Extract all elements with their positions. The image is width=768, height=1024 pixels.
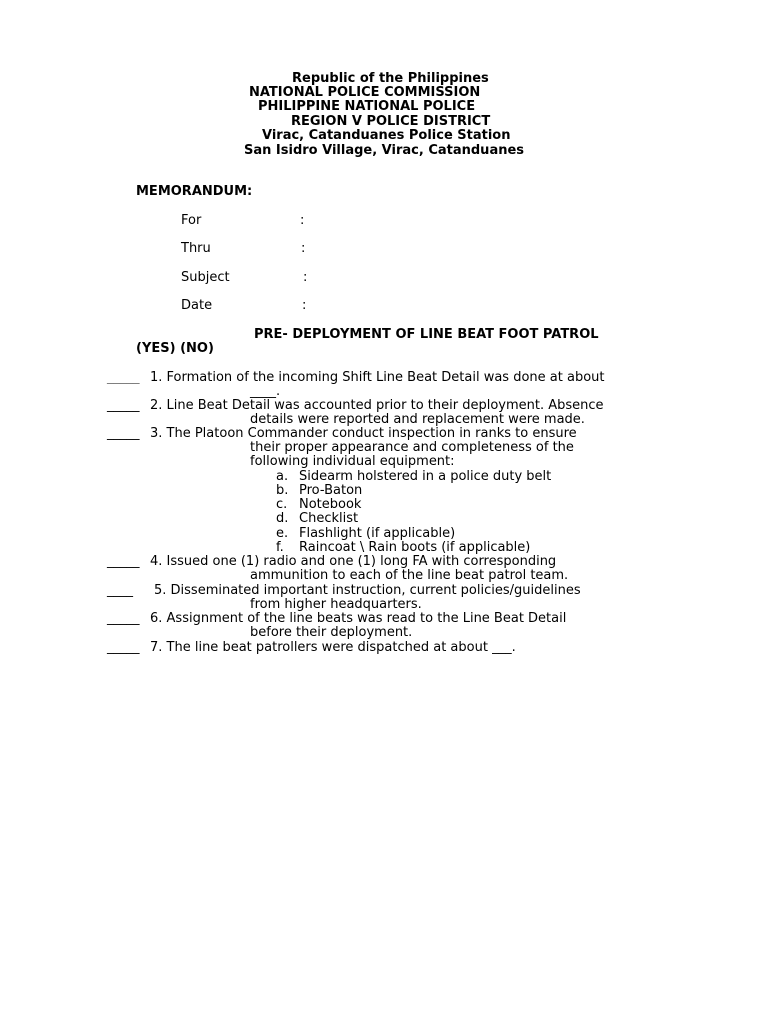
item-7-blank[interactable]: _____: [107, 640, 140, 655]
item-1-text: 1. Formation of the incoming Shift Line Beat Detail was done at about: [150, 370, 605, 385]
item-6-cont: before their deployment.: [250, 625, 413, 640]
equipment-item: Pro-Baton: [299, 483, 363, 498]
memo-heading: MEMORANDUM:: [136, 184, 253, 199]
item-4-cont: ammunition to each of the line beat patrol team.: [250, 568, 569, 583]
item-6-blank[interactable]: _____: [107, 611, 140, 626]
item-2-blank[interactable]: _____: [107, 398, 140, 413]
memo-subject-label: Subject: [181, 270, 230, 285]
header-station: Virac, Catanduanes Police Station: [262, 128, 511, 143]
item-1-cont: ____.: [250, 384, 281, 399]
header-address: San Isidro Village, Virac, Catanduanes: [244, 143, 525, 158]
equipment-item: Raincoat \ Rain boots (if applicable): [299, 540, 531, 555]
item-1-blank[interactable]: _____: [107, 370, 140, 385]
item-5-cont: from higher headquarters.: [250, 597, 422, 612]
memo-thru-label: Thru: [181, 241, 211, 256]
equipment-item: Sidearm holstered in a police duty belt: [299, 469, 552, 484]
header-pnp: PHILIPPINE NATIONAL POLICE: [258, 99, 476, 114]
memo-thru-colon: :: [301, 241, 306, 256]
item-3-blank[interactable]: _____: [107, 426, 140, 441]
item-3-cont-1: their proper appearance and completeness of the: [250, 440, 574, 455]
memo-for-label: For: [181, 213, 202, 228]
equipment-letter: e.: [276, 526, 289, 541]
equipment-letter: f.: [276, 540, 284, 555]
header-napolcom: NATIONAL POLICE COMMISSION: [249, 85, 481, 100]
header-republic: Republic of the Philippines: [292, 71, 489, 86]
memo-subject-colon: :: [303, 270, 308, 285]
header-region: REGION V POLICE DISTRICT: [291, 114, 491, 129]
memo-date-label: Date: [181, 298, 213, 313]
item-6-text: 6. Assignment of the line beats was read to the Line Beat Detail: [150, 611, 567, 626]
item-4-text: 4. Issued one (1) radio and one (1) long FA with corresponding: [150, 554, 557, 569]
memo-date-colon: :: [302, 298, 307, 313]
equipment-item: Flashlight (if applicable): [299, 526, 456, 541]
item-3-text: 3. The Platoon Commander conduct inspection in ranks to ensure: [150, 426, 577, 441]
item-4-blank[interactable]: _____: [107, 554, 140, 569]
equipment-letter: a.: [276, 469, 289, 484]
checklist-title: PRE- DEPLOYMENT OF LINE BEAT FOOT PATROL: [254, 327, 599, 342]
equipment-letter: b.: [276, 483, 289, 498]
equipment-item: Notebook: [299, 497, 362, 512]
item-5-text: 5. Disseminated important instruction, current policies/guidelines: [154, 583, 581, 598]
memo-for-colon: :: [300, 213, 305, 228]
item-5-blank[interactable]: ____: [107, 583, 133, 598]
yes-no-header: (YES) (NO): [136, 341, 214, 356]
item-7-text: 7. The line beat patrollers were dispatched at about ___.: [150, 640, 516, 655]
item-3-cont-2: following individual equipment:: [250, 454, 455, 469]
item-2-cont: details were reported and replacement were made.: [250, 412, 585, 427]
equipment-letter: c.: [276, 497, 288, 512]
item-2-text: 2. Line Beat Detail was accounted prior to their deployment. Absence: [150, 398, 604, 413]
equipment-letter: d.: [276, 511, 289, 526]
equipment-item: Checklist: [299, 511, 359, 526]
